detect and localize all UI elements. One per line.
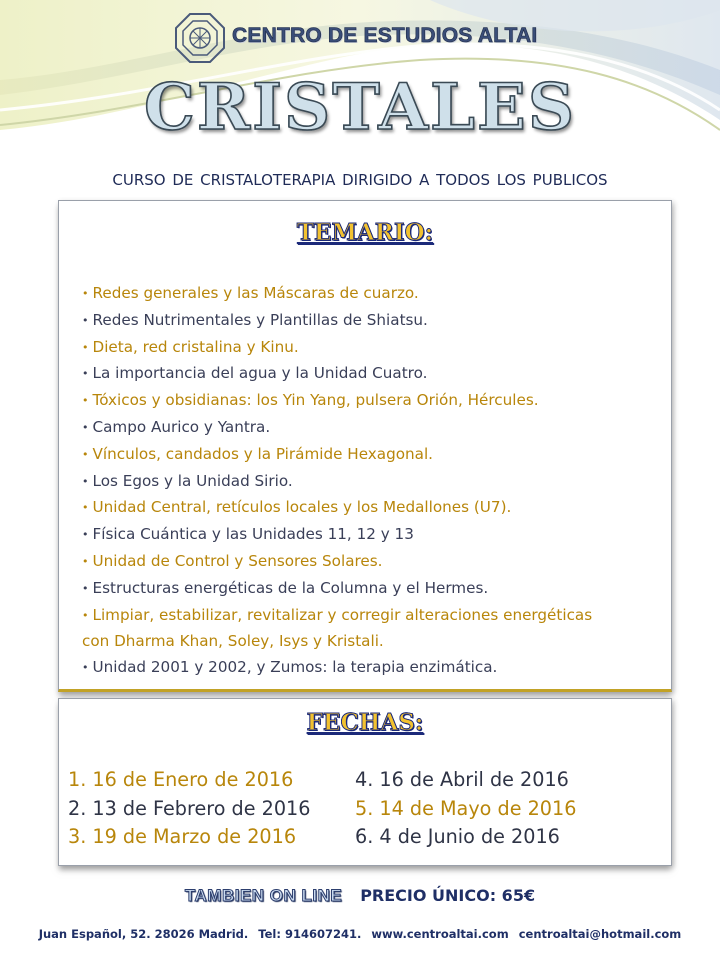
bullet-icon: • — [82, 420, 89, 434]
bullet-icon: • — [82, 340, 89, 354]
topic-item — [82, 388, 662, 415]
topic-item — [82, 576, 662, 603]
fechas-heading: FECHAS: — [306, 709, 424, 736]
date-item: 5. 14 de Mayo de 2016 — [355, 796, 577, 820]
topic-text: con Dharma Khan, Soley, Isys y Kristali. — [82, 632, 384, 651]
topic-item — [82, 495, 662, 522]
email-link[interactable]: centroaltai@hotmail.com — [518, 927, 682, 941]
topic-item — [82, 335, 662, 362]
bullet-icon: • — [82, 528, 89, 542]
bullet-icon: • — [82, 367, 89, 381]
address-text: Juan Español, 52. 28026 Madrid. — [38, 927, 249, 941]
website-link[interactable]: www.centroaltai.com — [371, 927, 509, 941]
bullet-icon: • — [82, 394, 89, 408]
date-item: 6. 4 de Junio de 2016 — [355, 825, 560, 848]
topic-item — [82, 629, 662, 655]
dates-column-right — [355, 766, 576, 852]
octagon-knot-logo-icon — [174, 12, 226, 64]
bullet-icon: • — [82, 581, 89, 595]
topic-text: Vínculos, candados y la Pirámide Hexagonal. — [92, 444, 433, 463]
topic-text: Redes generales y las Máscaras de cuarzo. — [92, 284, 419, 302]
date-item: 3. 19 de Marzo de 2016 — [68, 825, 297, 848]
temario-box — [58, 200, 672, 692]
topic-item — [82, 549, 662, 576]
bullet-icon: • — [82, 313, 89, 327]
topic-text: Unidad de Control y Sensores Solares. — [92, 551, 383, 570]
topics-list — [82, 281, 662, 682]
topic-text: Tóxicos y obsidianas: los Yin Yang, pulsera Orión, Hércules. — [92, 391, 539, 410]
bullet-icon: • — [82, 474, 89, 488]
date-item: 2. 13 de Febrero de 2016 — [68, 796, 311, 820]
bullet-icon: • — [82, 501, 89, 515]
bullet-icon: • — [82, 287, 89, 300]
topic-item — [82, 415, 662, 442]
bullet-icon: • — [82, 447, 89, 461]
header — [0, 10, 720, 70]
dates-column-left — [68, 766, 310, 852]
topic-text: Física Cuántica y las Unidades 11, 12 y 13 — [92, 525, 414, 544]
topic-text: La importancia del agua y la Unidad Cuatro. — [92, 364, 428, 383]
contact-line — [0, 927, 720, 941]
topic-text: Campo Aurico y Yantra. — [92, 417, 271, 436]
topic-text: Dieta, red cristalina y Kinu. — [92, 337, 299, 356]
bullet-icon: • — [82, 608, 89, 622]
topic-item — [82, 469, 662, 496]
temario-heading: TEMARIO: — [296, 219, 434, 246]
bullet-icon: • — [82, 554, 89, 568]
fechas-box — [58, 698, 672, 866]
phone-text: Tel: 914607241. — [258, 927, 362, 941]
topic-item — [82, 522, 662, 549]
date-item: 4. 16 de Abril de 2016 — [355, 768, 569, 791]
topic-text: Redes Nutrimentales y Plantillas de Shiatsu. — [92, 310, 428, 329]
page-title: CRISTALES — [0, 70, 720, 145]
footer-pricing — [0, 886, 720, 906]
price-label: PRECIO ÚNICO: 65€ — [360, 886, 536, 905]
topic-text: Los Egos y la Unidad Sirio. — [92, 471, 293, 490]
course-subtitle: CURSO DE CRISTALOTERAPIA DIRIGIDO A TODOS LOS PUBLICOS — [112, 171, 608, 189]
topic-text: Unidad Central, retículos locales y los Medallones (U7). — [92, 498, 512, 517]
topic-item — [82, 361, 662, 388]
center-name: CENTRO DE ESTUDIOS ALTAI — [232, 24, 538, 47]
topic-item — [82, 655, 662, 682]
bullet-icon: • — [82, 661, 89, 675]
topic-item — [82, 442, 662, 469]
topic-item — [82, 308, 662, 335]
topic-text: Estructuras energéticas de la Columna y el Hermes. — [92, 578, 489, 597]
topic-text: Unidad 2001 y 2002, y Zumos: la terapia enzimática. — [92, 658, 498, 677]
topic-text: Limpiar, estabilizar, revitalizar y corregir alteraciones energéticas — [92, 605, 593, 624]
topic-item — [82, 281, 662, 308]
date-item: 1. 16 de Enero de 2016 — [68, 768, 294, 791]
online-label: TAMBIEN ON LINE — [184, 886, 343, 905]
topic-item — [82, 603, 662, 630]
